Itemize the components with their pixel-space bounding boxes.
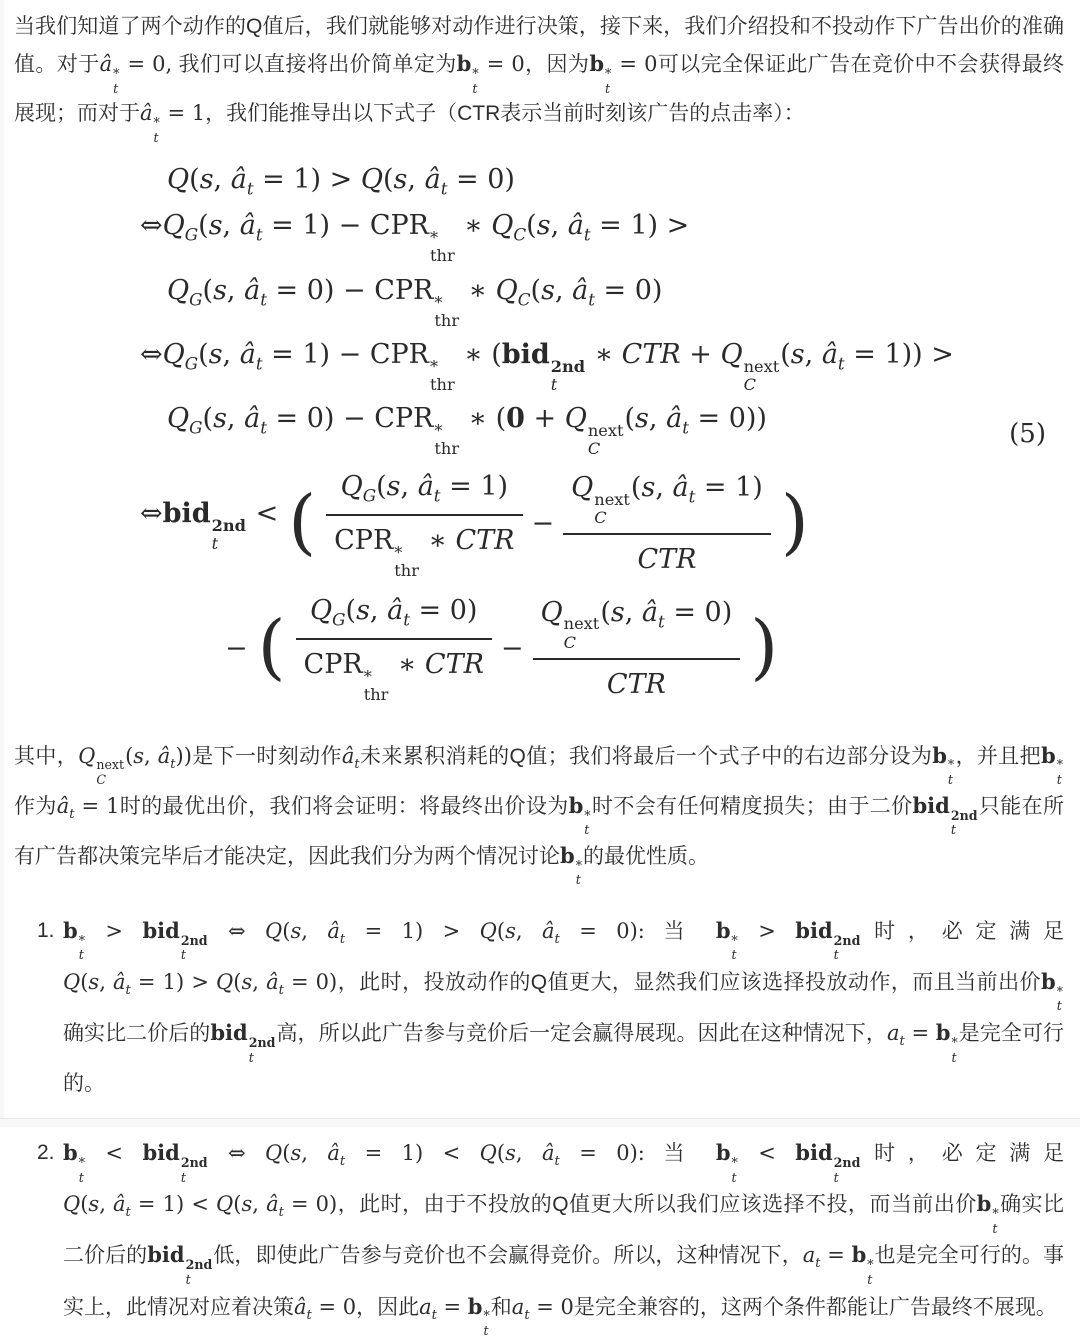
- bottom-divider: [0, 1118, 1080, 1127]
- page-left-edge: [0, 0, 4, 1127]
- list-item: [37, 911, 1065, 1103]
- equation-lines: [14, 158, 1064, 710]
- list-item-text: b * t > bid 2nd t ⇔ Q(s, $â_t = 1) > Q(s$, $â_t = 0$): 当 b * t > bid 2nd t 时，必定满足 Q(s, $â_t = 1) > Q(s$, $â_t = 0$)，此时，投放动作的Q值更大，显然我们应该选择投放动作，而且当前出价b * t 确实比二价后的bid 2nd t 高，所以此广告参与竞价后一定会赢得展现。因此在这种情况下，$a_t = b$ * t 是完全可行的。: [63, 917, 1065, 1096]
- equation-line: $Q_G(s$, $â_t = 0$) − CPR * thr ∗ $Q_C(s$, $â_t = 0$): [167, 274, 663, 330]
- equation-line: $Q_G(s$, $â_t = 0$) − CPR * thr ∗ (0 + Q next C (s, $â_t = 0$)): [167, 403, 767, 459]
- intro-paragraph: 当我们知道了两个动作的Q值后，我们就能够对动作进行决策，接下来，我们介绍投和不投动作下广告出价的准确值。对于â * t = 0, 我们可以直接将出价简单定为b * t = 0，因为b * t = 0可以完全保证此广告在竞价中不会获得最终展现；而对于â * t = 1，我们能推导出以下式子（CTR表示当前时刻该广告的点击率）：: [14, 15, 1065, 145]
- explanation-paragraph: 其中，Q next C (s, $â_t$))是下一时刻动作$â_t$未来累积消耗的Q值；我们将最后一个式子中的右边部分设为b * t ，并且把b * t 作为$â_t = 1$时的最优出价，我们将会证明：将最终出价设为b * t 时不会有任何精度损失；由于二价bid 2nd t 只能在所有广告都决策完毕后才能决定，因此我们分为两个情况讨论b * t 的最优性质。: [14, 742, 1065, 888]
- equation-line: Q(s, $â_t = 1) > Q(s$, $â_t = 0$): [167, 164, 515, 199]
- equation-line: $\Leftrightarrow Q_G(s$, $â_t = 1$) − CPR * thr ∗ (bid 2nd t ∗ CTR + Q next C (s, $â_t = 1$)) >: [140, 338, 954, 395]
- equation-block: [14, 158, 1064, 710]
- list-marker: 2.: [37, 1141, 55, 1165]
- equation-line: − ( $Q_G(s$, $â_t = 0$) CPR * thr ∗ CTR − Q next C (s, $â_t = 0$) CTR ): [225, 595, 779, 705]
- equation-number: (5): [1009, 419, 1046, 450]
- list-item-text: b * t < bid 2nd t ⇔ Q(s, $â_t = 1) < Q(s$, $â_t = 0$): 当 b * t < bid 2nd t 时，必定满足 Q(s, $â_t = 1) < Q(s$, $â_t = 0$)，此时，由于不投放的Q值更大所以我们应该选择不投，而当前出价b * t 确实比二价后的bid 2nd t 低，即使此广告参与竞价也不会赢得竞价。所以，这种情况下，$a_t = b$ * t 也是完全可行的。事实上，此情况对应着决策$â_t = 0$，因此$a_t = b$ * t 和$a_t = 0$是完全兼容的，这两个条件都能让广告最终不展现。: [63, 1140, 1065, 1338]
- list-item: [37, 1133, 1065, 1338]
- equation-line: ⇔bid 2nd t < ( $Q_G(s$, $â_t = 1$) CPR * thr ∗ CTR − Q next C (s, $â_t = 1$) CTR ): [140, 470, 809, 580]
- equation-line: $\Leftrightarrow Q_G(s$, $â_t = 1$) − CPR * thr ∗ $Q_C(s$, $â_t = 1$) >: [140, 210, 690, 266]
- list-marker: 1.: [37, 918, 55, 942]
